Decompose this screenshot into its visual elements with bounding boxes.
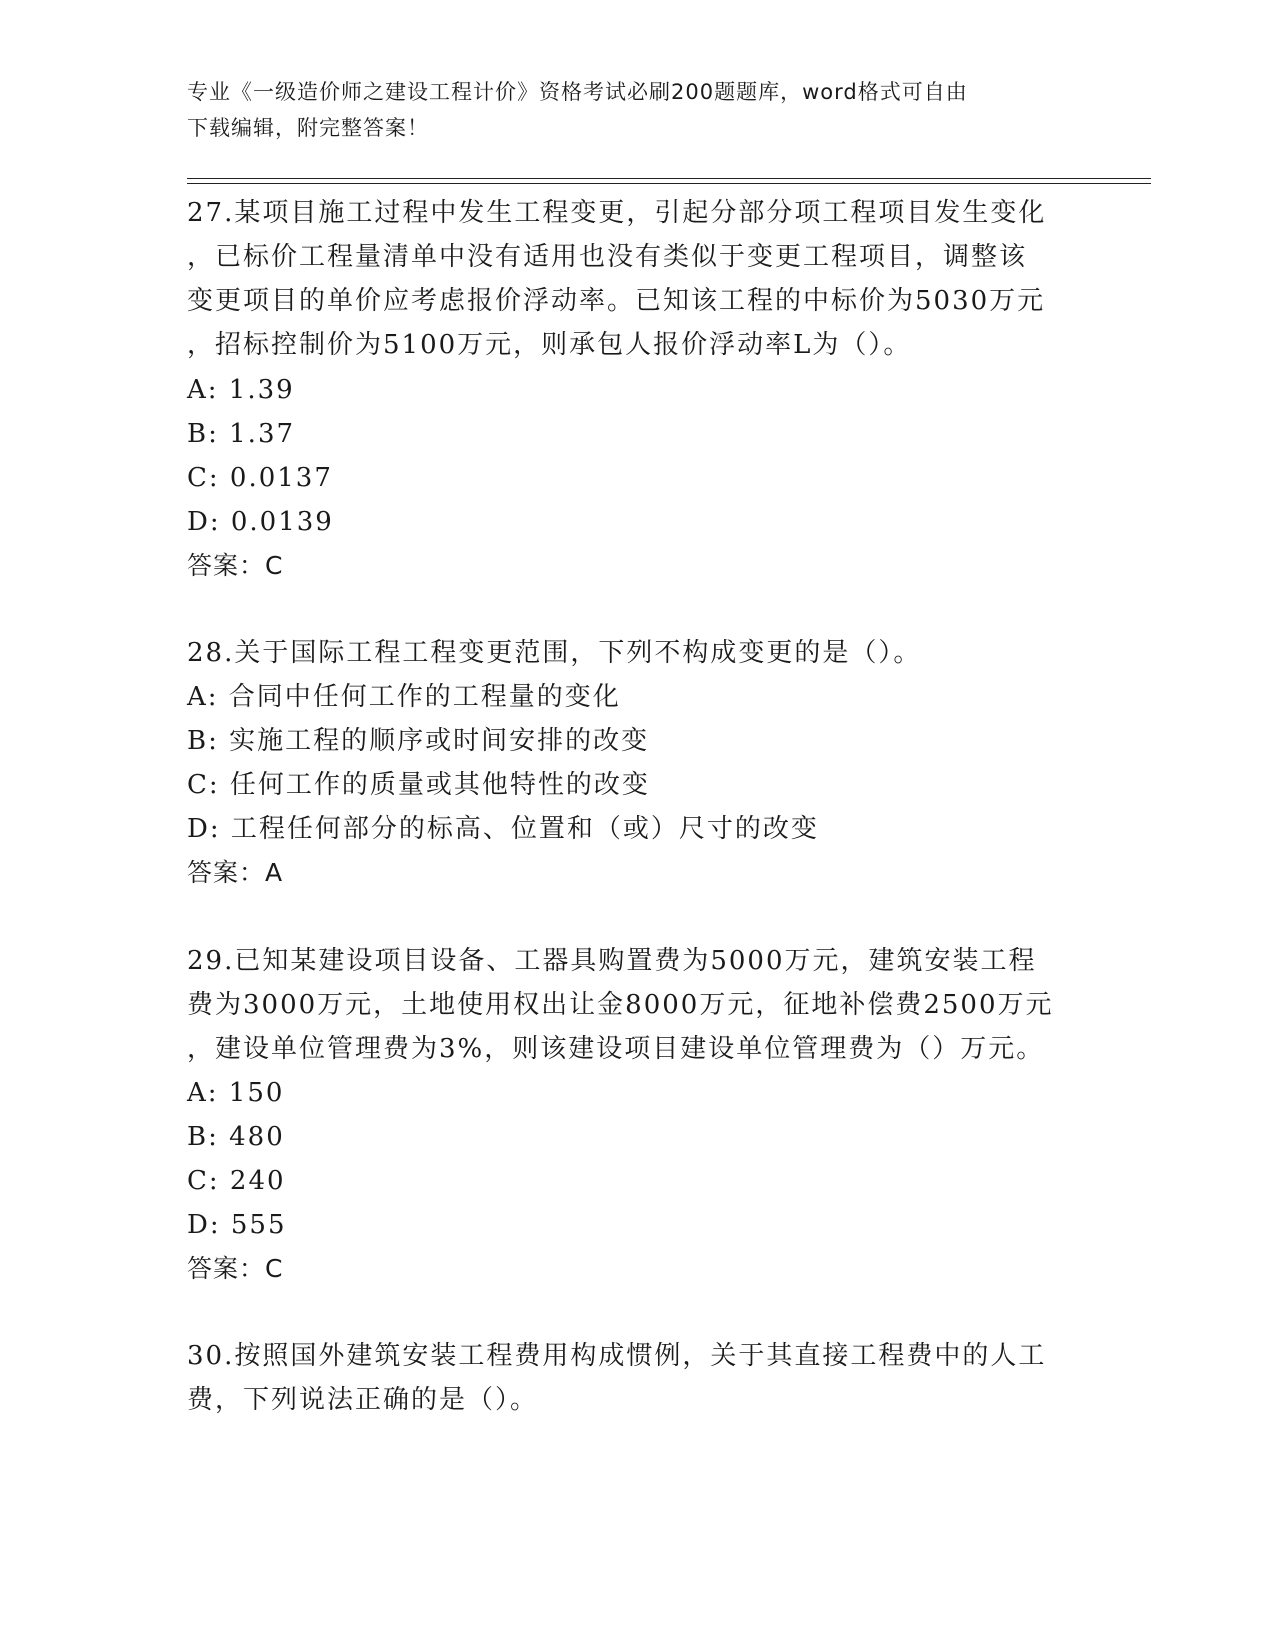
question-30-line-1: 30.按照国外建筑安装工程费用构成惯例，关于其直接工程费中的人工: [187, 1341, 1047, 1371]
question-27-answer: 答案：C: [187, 551, 284, 580]
question-29-option-c: C: 240: [187, 1166, 286, 1196]
question-27-line-2: ，已标价工程量清单中没有适用也没有类似于变更工程项目，调整该: [187, 242, 1028, 272]
question-29-line-3: ，建设单位管理费为3%，则该建设项目建设单位管理费为（）万元。: [187, 1034, 1045, 1064]
header-line-2: 下载编辑，附完整答案！: [187, 116, 429, 140]
question-27-option-d: D: 0.0139: [187, 507, 334, 537]
question-30-line-2: 费，下列说法正确的是（）。: [187, 1385, 539, 1415]
question-28-option-d: D: 工程任何部分的标高、位置和（或）尺寸的改变: [187, 814, 819, 844]
question-29-line-1: 29.已知某建设项目设备、工器具购置费为5000万元，建筑安装工程: [187, 946, 1037, 976]
question-27-option-c: C: 0.0137: [187, 463, 333, 493]
question-27-line-4: ，招标控制价为5100万元，则承包人报价浮动率L为（）。: [187, 330, 912, 360]
question-29-answer: 答案：C: [187, 1254, 284, 1283]
question-27-line-1: 27.某项目施工过程中发生工程变更，引起分部分项工程项目发生变化: [187, 198, 1047, 228]
header-divider-top: [187, 178, 1151, 179]
question-29-option-d: D: 555: [187, 1210, 287, 1240]
header-line-1: 专业《一级造价师之建设工程计价》资格考试必刷200题题库，word格式可自由: [187, 80, 968, 104]
question-28-option-b: B: 实施工程的顺序或时间安排的改变: [187, 726, 650, 756]
document-header: [187, 74, 1067, 146]
question-27-option-b: B: 1.37: [187, 419, 296, 449]
question-28-option-c: C: 任何工作的质量或其他特性的改变: [187, 770, 650, 800]
header-divider-bottom: [187, 183, 1151, 184]
question-28-answer: 答案：A: [187, 858, 284, 887]
question-29-option-b: B: 480: [187, 1122, 285, 1152]
question-27-option-a: A: 1.39: [187, 375, 295, 405]
question-28-line-1: 28.关于国际工程工程变更范围，下列不构成变更的是（）。: [187, 638, 922, 668]
question-29-line-2: 费为3000万元，土地使用权出让金8000万元，征地补偿费2500万元: [187, 990, 1054, 1020]
question-28-option-a: A: 合同中任何工作的工程量的变化: [187, 682, 621, 712]
question-29-option-a: A: 150: [187, 1078, 285, 1108]
question-27-line-3: 变更项目的单价应考虑报价浮动率。已知该工程的中标价为5030万元: [187, 286, 1046, 316]
